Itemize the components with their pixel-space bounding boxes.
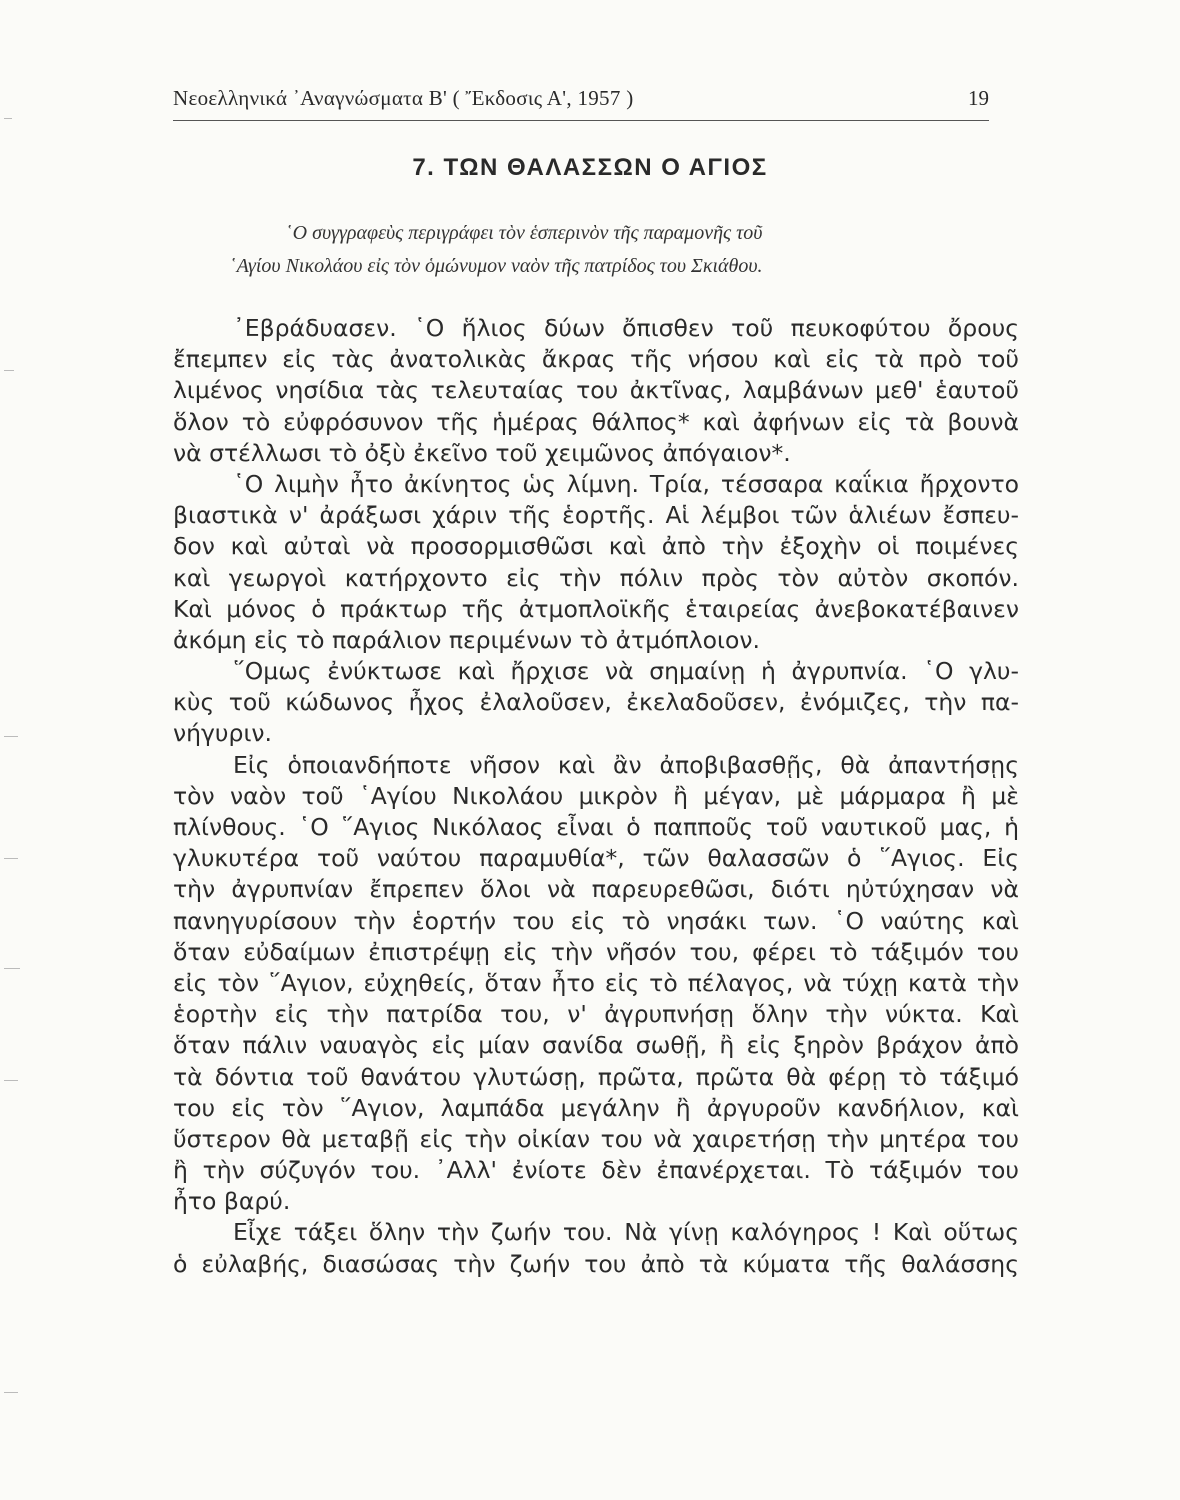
body-line: τὴν ἀγρυπνίαν ἔπρεπεν ὅλοι νὰ παρευρεθῶσι, διότι ηὐτύχησαν νὰ — [173, 875, 1019, 904]
page-number: 19 — [968, 86, 989, 110]
body-line: ὅταν εὐδαίμων ἐπιστρέψῃ εἰς τὴν νῆσόν του, φέρει τὸ τάξιμόν του — [173, 937, 1019, 966]
running-title: Νεοελληνικά ᾿Αναγνώσματα Β' ( Ἔκδοσις Α', 1957 ) — [173, 86, 634, 110]
intro-line: ῾Ο συγγραφεὺς περιγράφει τὸν ἑσπερινὸν τῆς παραμονῆς τοῦ — [286, 222, 763, 244]
scan-edge-mark — [4, 118, 12, 119]
chapter-intro — [230, 217, 990, 283]
body-line: κὺς τοῦ κώδωνος ἦχος ἐλαλοῦσεν, ἐκελαδοῦσεν, ἐνόμιζες, τὴν πα- — [173, 688, 1019, 717]
body-line: τὸν ναὸν τοῦ ῾Αγίου Νικολάου μικρὸν ἢ μέγαν, μὲ μάρμαρα ἢ μὲ — [173, 781, 1019, 810]
scan-edge-mark — [4, 858, 18, 859]
body-text — [173, 313, 1019, 1280]
body-line: ᾿Εβράδυασεν. ῾Ο ἥλιος δύων ὄπισθεν τοῦ πευκοφύτου ὄρους — [233, 314, 1019, 342]
body-line: βιαστικὰ ν' ἀράξωσι χάριν τῆς ἑορτῆς. Αἱ λέμβοι τῶν ἁλιέων ἔσπευ- — [173, 501, 1019, 530]
body-line: ὅταν πάλιν ναυαγὸς εἰς μίαν σανίδα σωθῇ, ἢ εἰς ξηρὸν βράχον ἀπὸ — [173, 1031, 1019, 1060]
scan-edge-mark — [4, 736, 18, 737]
body-line: ἢ τὴν σύζυγόν του. ᾿Αλλ' ἐνίοτε δὲν ἐπανέρχεται. Τὸ τάξιμόν του — [173, 1156, 1019, 1185]
body-line: τὰ δόντια τοῦ θανάτου γλυτώσῃ, πρῶτα, πρῶτα θὰ φέρῃ τὸ τάξιμό — [173, 1062, 1019, 1091]
body-line: νήγυριν. — [173, 719, 272, 748]
scan-edge-mark — [4, 1080, 18, 1081]
body-line: πανηγυρίσουν τὴν ἑορτήν του εἰς τὸ νησάκι των. ῾Ο ναύτης καὶ — [173, 906, 1019, 935]
scan-edge-mark — [4, 1392, 18, 1393]
body-line: Εἶχε τάξει ὅλην τὴν ζωήν του. Νὰ γίνῃ καλόγηρος ! Καὶ οὕτως — [233, 1218, 1019, 1247]
body-line: νὰ στέλλωσι τὸ ὀξὺ ἐκεῖνο τοῦ χειμῶνος ἀπόγαιον*. — [173, 438, 791, 467]
body-line: ἑορτὴν εἰς τὴν πατρίδα του, ν' ἀγρυπνήσῃ ὅλην τὴν νύκτα. Καὶ — [173, 1000, 1019, 1029]
body-line: λιμένος νησίδια τὰς τελευταίας του ἀκτῖνας, λαμβάνων μεθ' ἑαυτοῦ — [173, 376, 1019, 405]
running-header — [173, 86, 989, 121]
body-line: Εἰς ὁποιανδήποτε νῆσον καὶ ἂν ἀποβιβασθῇς, θὰ ἀπαντήσῃς — [233, 750, 1019, 779]
body-line: καὶ γεωργοὶ κατήρχοντο εἰς τὴν πόλιν πρὸς τὸν αὐτὸν σκοπόν. — [173, 563, 1019, 592]
body-line: του εἰς τὸν ῞Αγιον, λαμπάδα μεγάλην ἢ ἀργυροῦν κανδήλιον, καὶ — [173, 1093, 1019, 1122]
intro-line: ῾Αγίου Νικολάου εἰς τὸν ὁμώνυμον ναὸν τῆς πατρίδος του Σκιάθου. — [230, 255, 763, 277]
body-line: Καὶ μόνος ὁ πράκτωρ τῆς ἀτμοπλοϊκῆς ἑταιρείας ἀνεβοκατέβαινεν — [173, 594, 1019, 623]
body-line: πλίνθους. ῾Ο ῞Αγιος Νικόλαος εἶναι ὁ παπποῦς τοῦ ναυτικοῦ μας, ἡ — [173, 813, 1019, 841]
scan-edge-mark — [4, 968, 20, 969]
body-line: ῞Ομως ἐνύκτωσε καὶ ἤρχισε νὰ σημαίνῃ ἡ ἀγρυπνία. ῾Ο γλυ- — [233, 657, 1019, 686]
body-line: ἀκόμη εἰς τὸ παράλιον περιμένων τὸ ἀτμόπλοιον. — [173, 625, 760, 654]
body-line: δον καὶ αὐταὶ νὰ προσορμισθῶσι καὶ ἀπὸ τὴν ἐξοχὴν οἱ ποιμένες — [173, 532, 1019, 561]
body-line: εἰς τὸν ῞Αγιον, εὐχηθείς, ὅταν ἦτο εἰς τὸ πέλαγος, νὰ τύχῃ κατὰ τὴν — [173, 968, 1019, 997]
scan-edge-mark — [4, 370, 14, 371]
body-line: ἔπεμπεν εἰς τὰς ἀνατολικὰς ἄκρας τῆς νήσου καὶ εἰς τὰ πρὸ τοῦ — [173, 345, 1019, 374]
body-line: ῾Ο λιμὴν ἦτο ἀκίνητος ὡς λίμνη. Τρία, τέσσαρα καΐκια ἤρχοντο — [233, 469, 1019, 498]
chapter-title: 7. ΤΩΝ ΘΑΛΑΣΣΩΝ Ο ΑΓΙΟΣ — [412, 154, 768, 181]
body-line: ἦτο βαρύ. — [173, 1187, 291, 1216]
body-line: ὁ εὐλαβής, διασώσας τὴν ζωήν του ἀπὸ τὰ κύματα τῆς θαλάσσης — [173, 1249, 1019, 1278]
body-line: ὅλον τὸ εὐφρόσυνον τῆς ἡμέρας θάλπος* καὶ ἀφήνων εἰς τὰ βουνὰ — [173, 407, 1019, 436]
body-line: γλυκυτέρα τοῦ ναύτου παραμυθία*, τῶν θαλασσῶν ὁ ῞Αγιος. Εἰς — [173, 844, 1019, 873]
body-line: ὕστερον θὰ μεταβῇ εἰς τὴν οἰκίαν του νὰ χαιρετήσῃ τὴν μητέρα του — [173, 1124, 1019, 1153]
